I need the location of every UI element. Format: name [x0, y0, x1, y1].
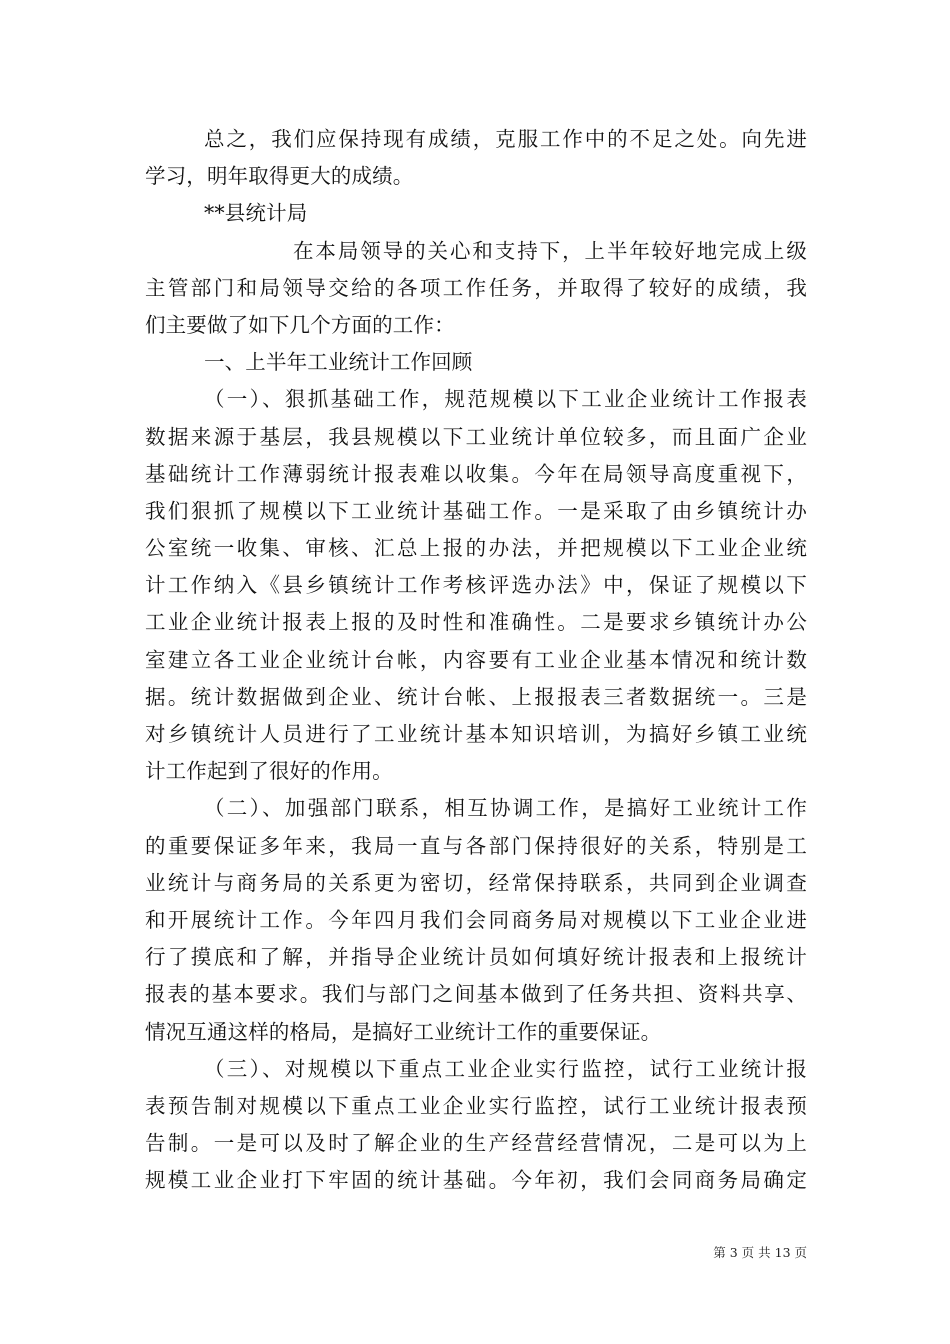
- document-body: [145, 121, 807, 1199]
- organization-name: **县统计局: [204, 201, 308, 226]
- text-line: 工业企业统计报表上报的及时性和准确性。二是要求乡镇统计办公: [145, 610, 807, 635]
- page-number: 第 3 页 共 13 页: [713, 1245, 807, 1260]
- text-line: 计工作纳入《县乡镇统计工作考核评选办法》中，保证了规模以下: [145, 573, 807, 598]
- section-heading: 一、上半年工业统计工作回顾: [204, 350, 473, 375]
- text-line: 据。统计数据做到企业、统计台帐、上报报表三者数据统一。三是: [145, 684, 807, 709]
- text-line: 情况互通这样的格局，是搞好工业统计工作的重要保证。: [145, 1019, 662, 1044]
- text-line: 主管部门和局领导交给的各项工作任务，并取得了较好的成绩，我: [145, 275, 807, 300]
- text-line: 和开展统计工作。今年四月我们会同商务局对规模以下工业企业进: [145, 907, 807, 932]
- text-line: 数据来源于基层，我县规模以下工业统计单位较多，而且面广企业: [145, 424, 807, 449]
- text-line: 表预告制对规模以下重点工业企业实行监控，试行工业统计报表预: [145, 1093, 807, 1118]
- text-line: 行了摸底和了解，并指导企业统计员如何填好统计报表和上报统计: [145, 945, 807, 970]
- text-line: 对乡镇统计人员进行了工业统计基本知识培训，为搞好乡镇工业统: [145, 722, 807, 746]
- text-line: 在本局领导的关心和支持下，上半年较好地完成上级: [293, 238, 807, 263]
- text-line: 室建立各工业企业统计台帐，内容要有工业企业基本情况和统计数: [145, 647, 807, 672]
- text-line: 告制。一是可以及时了解企业的生产经营经营情况，二是可以为上: [145, 1131, 807, 1156]
- text-line: 业统计与商务局的关系更为密切，经常保持联系，共同到企业调查: [145, 870, 807, 895]
- subsection-heading: （二）、加强部门联系，相互协调工作，是搞好工业统计工作: [204, 796, 807, 821]
- text-line: 基础统计工作薄弱统计报表难以收集。今年在局领导高度重视下，: [145, 461, 807, 486]
- text-line: 报表的基本要求。我们与部门之间基本做到了任务共担、资料共享、: [145, 982, 807, 1007]
- text-line: 的重要保证多年来，我局一直与各部门保持很好的关系，特别是工: [145, 833, 807, 858]
- text-line: 学习，明年取得更大的成绩。: [145, 164, 414, 189]
- text-line: 公室统一收集、审核、汇总上报的办法，并把规模以下工业企业统: [145, 536, 807, 561]
- subsection-heading: （三）、对规模以下重点工业企业实行监控，试行工业统计报: [204, 1056, 807, 1081]
- text-line: 我们狠抓了规模以下工业统计基础工作。一是采取了由乡镇统计办: [145, 498, 807, 523]
- subsection-heading: （一）、狠抓基础工作，规范规模以下工业企业统计工作报表: [204, 387, 807, 412]
- text-line: 们主要做了如下几个方面的工作：: [145, 312, 455, 337]
- text-line: 总之，我们应保持现有成绩，克服工作中的不足之处。向先进: [204, 127, 807, 151]
- text-line: 规模工业企业打下牢固的统计基础。今年初，我们会同商务局确定: [145, 1168, 807, 1193]
- text-line: 计工作起到了很好的作用。: [145, 759, 393, 784]
